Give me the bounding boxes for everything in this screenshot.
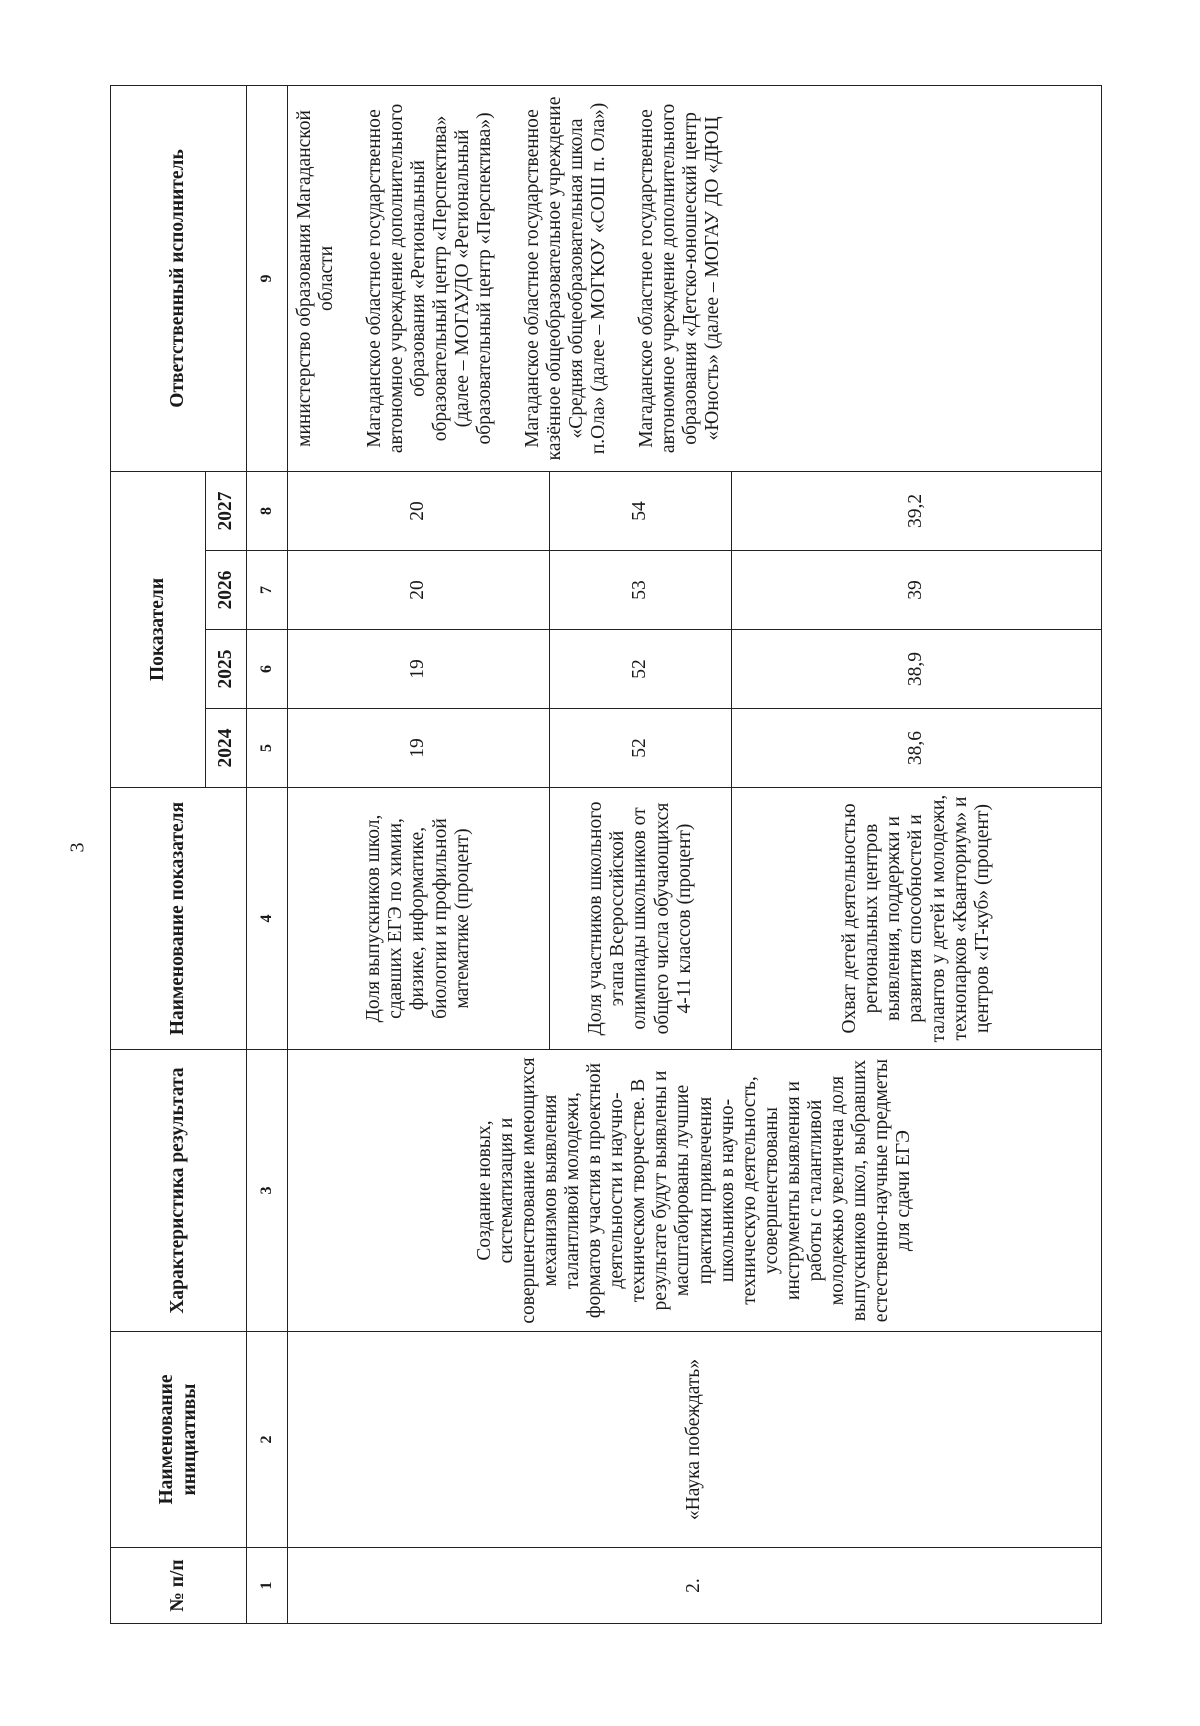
indicators-table (110, 85, 1102, 1624)
value-2027: 54 (550, 471, 732, 550)
header-indicator-name: Наименование показателя (111, 788, 247, 1050)
header-executor: Ответственный исполнитель (111, 85, 247, 471)
responsible-executor (288, 85, 1102, 471)
value-2027: 20 (288, 471, 550, 550)
indicator-row-1 (288, 85, 550, 1623)
value-2024: 19 (288, 709, 550, 788)
value-2025: 52 (550, 630, 732, 709)
header-row (111, 85, 206, 1623)
col-number: 8 (247, 471, 288, 550)
value-2025: 19 (288, 630, 550, 709)
header-indicators: Показатели (111, 471, 206, 787)
initiative-name: «Наука побеждать» (288, 1332, 1102, 1548)
value-2024: 52 (550, 709, 732, 788)
result-characteristic: Создание новых, систематизация и совершенствование имеющихся механизмов выявления талантливой молодежи, форматов участия в проектной деятельности и научно-техническом творчестве. В результате будут выявлены и масштабированы лучшие практики привлечения школьников в научно-техническую деятельность, усовершенствованы инструменты выявления и работы с талантливой молодежью увеличена доля выпускников школ, выбравших естественно-научные предметы для сдачи ЕГЭ (288, 1050, 1102, 1332)
row-number: 2. (288, 1548, 1102, 1624)
executor-item: Магаданское областное государственное автономное учреждение дополнительного образования «Региональный образовательный центр «Перспектива» (далее – МОГАУДО «Региональный образовательный центр «Перспектива») (364, 103, 496, 454)
header-year-2024: 2024 (206, 709, 247, 788)
header-year-2025: 2025 (206, 630, 247, 709)
page-number: 3 (66, 842, 89, 853)
rotated-table-wrapper (110, 86, 1102, 1624)
col-number: 7 (247, 551, 288, 630)
header-n: № п/п (111, 1548, 247, 1624)
value-2027: 39,2 (732, 471, 1102, 550)
indicator-name: Доля участников школьного этапа Всероссийской олимпиады школьников от общего числа обучающихся 4-11 классов (процент) (550, 788, 732, 1050)
header-year-2027: 2027 (206, 471, 247, 550)
value-2026: 39 (732, 551, 1102, 630)
value-2026: 20 (288, 551, 550, 630)
col-number: 9 (247, 85, 288, 471)
header-initiative: Наименование инициативы (111, 1332, 247, 1548)
header-characteristic: Характеристика результата (111, 1050, 247, 1332)
indicator-name: Охват детей деятельностью региональных центров выявления, поддержки и развития способностей и талантов у детей и молодежи, технопарков «Кванториум» и центров «IT-куб» (процент) (732, 788, 1102, 1050)
executor-item: Магаданское областное государственное автономное учреждение дополнительного образования «Детско-юношеский центр «Юность» (далее – МОГАУ ДО «ДЮЦ (636, 103, 724, 454)
executor-item: Магаданское областное государственное казённое общеобразовательное учреждение «Средняя общеобразовательная школа п.Ола» (далее – МОГКОУ «СОШ п. Ола») (522, 96, 610, 461)
column-numbers-row (247, 85, 288, 1623)
header-year-2026: 2026 (206, 551, 247, 630)
col-number: 1 (247, 1548, 288, 1624)
col-number: 3 (247, 1050, 288, 1332)
value-2024: 38,6 (732, 709, 1102, 788)
indicator-name: Доля выпускников школ, сдавших ЕГЭ по химии, физике, информатике, биологии и профильной математике (процент) (288, 788, 550, 1050)
col-number: 4 (247, 788, 288, 1050)
col-number: 6 (247, 630, 288, 709)
value-2026: 53 (550, 551, 732, 630)
col-number: 5 (247, 709, 288, 788)
col-number: 2 (247, 1332, 288, 1548)
value-2025: 38,9 (732, 630, 1102, 709)
executor-item: министерство образования Магаданской области (294, 110, 338, 447)
